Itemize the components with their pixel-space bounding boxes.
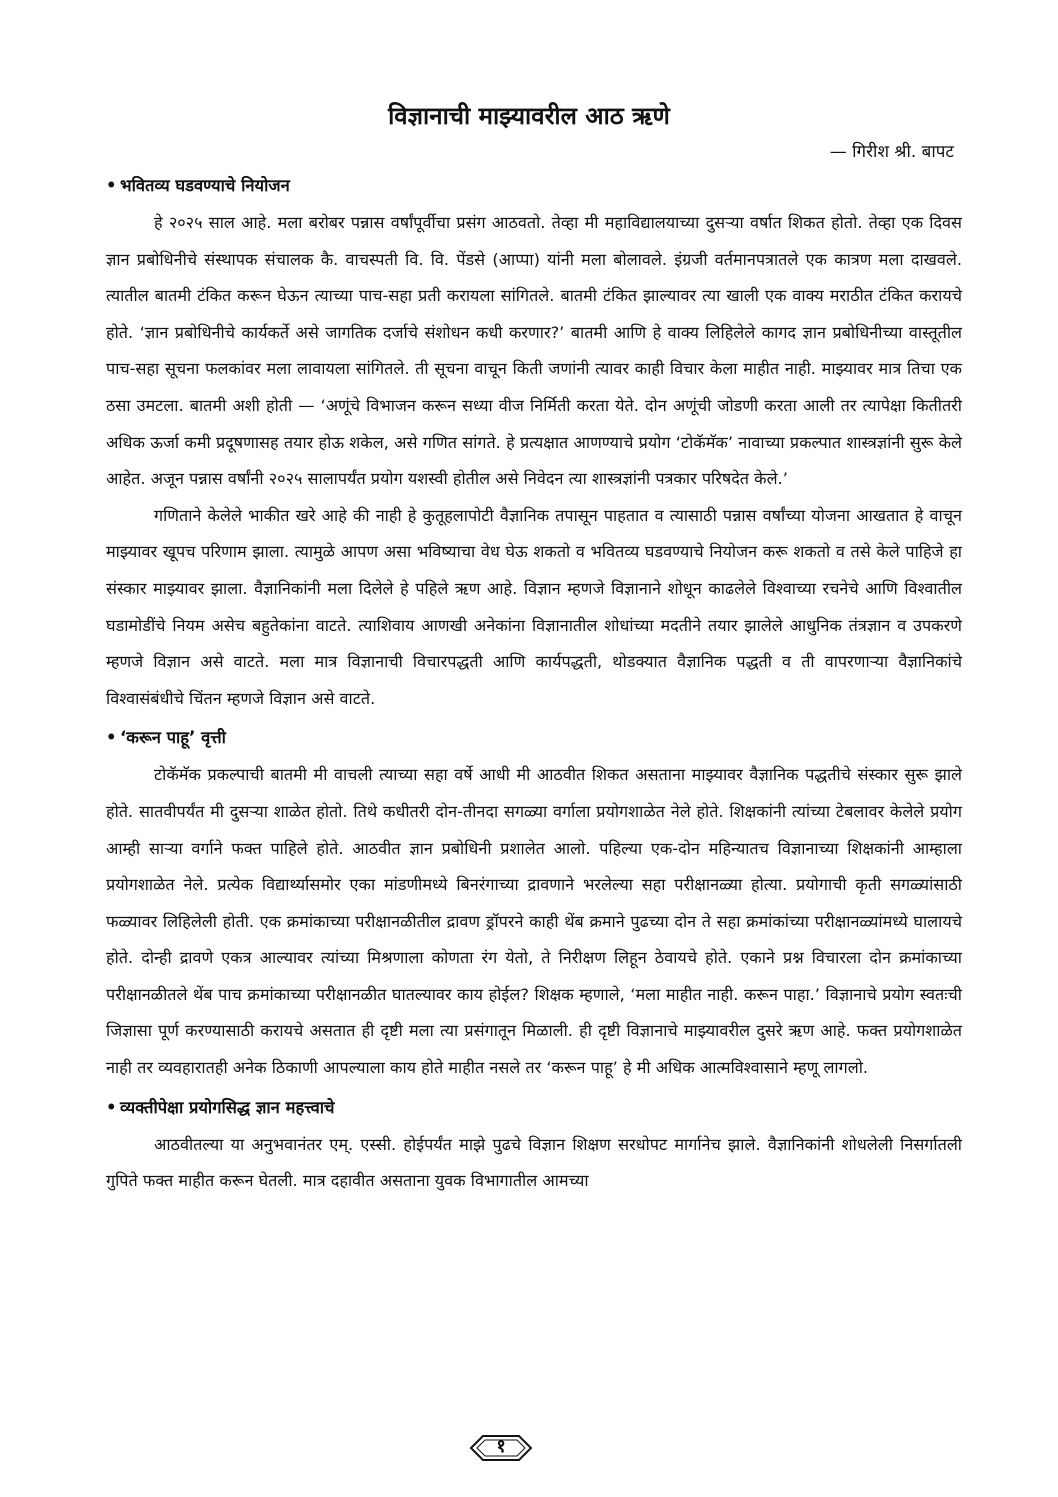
bullet-icon: • (106, 728, 117, 748)
section-heading-text: ‘करून पाहू’ वृत्ती (120, 728, 226, 748)
paragraph: टोकॅमॅक प्रकल्पाची बातमी मी वाचली त्याच्या सहा वर्षे आधी मी आठवीत शिकत असताना माझ्यावर वैज्ञानिक पद्धतीचे संस्कार सुरू झाले होते. सातवीपर्यंत मी दुसऱ्या शाळेत होतो. तिथे कधीतरी दोन-तीनदा सगळ्या वर्गाला प्रयोगशाळेत नेले होते. शिक्षकांनी त्यांच्या टेबलावर केलेले प्रयोग आम्ही साऱ्या वर्गाने फक्त पाहिले होते. आठवीत ज्ञान प्रबोधिनी प्रशालेत आलो. पहिल्या एक-दोन महिन्यातच विज्ञानाच्या शिक्षकांनी आम्हाला प्रयोगशाळेत नेले. प्रत्येक विद्यार्थ्यासमोर एका मांडणीमध्ये बिनरंगाच्या द्रावणाने भरलेल्या सहा परीक्षानळ्या होत्या. प्रयोगाची कृती सगळ्यांसाठी फळ्यावर लिहिलेली होती. एक क्रमांकाच्या परीक्षानळीतील द्रावण ड्रॉपरने काही थेंब क्रमाने पुढच्या दोन ते सहा क्रमांकांच्या परीक्षानळ्यांमध्ये घालायचे होते. दोन्ही द्रावणे एकत्र आल्यावर त्यांच्या मिश्रणाला कोणता रंग येतो, ते निरीक्षण लिहून ठेवायचे होते. एकाने प्रश्न विचारला दोन क्रमांकाच्या परीक्षानळीतले थेंब पाच क्रमांकाच्या परीक्षानळीत घातल्यावर काय होईल? शिक्षक म्हणाले, ‘मला माहीत नाही. करून पाहा.’ विज्ञानाचे प्रयोग स्वतःची जिज्ञासा पूर्ण करण्यासाठी करायचे असतात ही दृष्टी मला त्या प्रसंगातून मिळाली. ही दृष्टी विज्ञानाचे माझ्यावरील दुसरे ऋण आहे. फक्त प्रयोगशाळेत नाही तर व्यवहारातही अनेक ठिकाणी आपल्याला काय होते माहीत नसले तर ‘करून पाहू’ हे मी अधिक आत्मविश्वासाने म्हणू लागलो. (106, 765, 962, 1078)
paragraph: गणिताने केलेले भाकीत खरे आहे की नाही हे कुतूहलापोटी वैज्ञानिक तपासून पाहतात व त्यासाठी पन्नास वर्षांच्या योजना आखतात हे वाचून माझ्यावर खूपच परिणाम झाला. त्यामुळे आपण असा भविष्याचा वेध घेऊ शकतो व भवितव्य घडवण्याचे नियोजन करू शकतो व तसे केले पाहिजे हा संस्कार माझ्यावर झाला. वैज्ञानिकांनी मला दिलेले हे पहिले ऋण आहे. विज्ञान म्हणजे विज्ञानाने शोधून काढलेले विश्वाच्या रचनेचे आणि विश्वातील घडामोडींचे नियम असेच बहुतेकांना वाटते. त्याशिवाय आणखी अनेकांना विज्ञानातील शोधांच्या मदतीने तयार झालेले आधुनिक तंत्रज्ञान व उपकरणे म्हणजे विज्ञान असे वाटते. मला मात्र विज्ञानाची विचारपद्धती आणि कार्यपद्धती, थोडक्यात वैज्ञानिक पद्धती व ती वापरणाऱ्या वैज्ञानिकांचे विश्वासंबंधीचे चिंतन म्हणजे विज्ञान असे वाटते. (106, 505, 962, 708)
page-number: १ (496, 1436, 506, 1457)
page-number-ornament (469, 1428, 533, 1468)
section-heading (106, 1095, 962, 1121)
paragraph: आठवीतल्या या अनुभवानंतर एम्. एस्सी. होईपर्यंत माझे पुढचे विज्ञान शिक्षण सरधोपट मार्गानेच झाले. वैज्ञानिकांनी शोधलेली निसर्गातली गुपिते फक्त माहीत करून घेतली. मात्र दहावीत असताना युवक विभागातील आमच्या (106, 1134, 962, 1191)
section-heading (106, 725, 962, 751)
section-experimental-knowledge (106, 1095, 962, 1200)
page-title: विज्ञानाची माझ्यावरील आठ ऋणे (388, 102, 670, 130)
bullet-icon: • (106, 176, 117, 195)
section-planning (106, 173, 962, 717)
section-heading (106, 173, 962, 199)
section-heading-text: व्यक्तीपेक्षा प्रयोगसिद्ध ज्ञान महत्त्वाचे (120, 1097, 335, 1117)
article-body (106, 173, 962, 1200)
paragraph: हे २०२५ साल आहे. मला बरोबर पन्नास वर्षांपूर्वीचा प्रसंग आठवतो. तेव्हा मी महाविद्यालयाच्या दुसऱ्या वर्षात शिकत होतो. तेव्हा एक दिवस ज्ञान प्रबोधिनीचे संस्थापक संचालक कै. वाचस्पती वि. वि. पेंडसे (आप्पा) यांनी मला बोलावले. इंग्रजी वर्तमानपत्रातले एक कात्रण मला दाखवले. त्यातील बातमी टंकित करून घेऊन त्याच्या पाच-सहा प्रती करायला सांगितले. बातमी टंकित झाल्यावर त्या खाली एक वाक्य मराठीत टंकित करायचे होते. ‘ज्ञान प्रबोधिनीचे कार्यकर्ते असे जागतिक दर्जाचे संशोधन कधी करणार?’ बातमी आणि हे वाक्य लिहिलेले कागद ज्ञान प्रबोधिनीच्या वास्तूतील पाच-सहा सूचना फलकांवर मला लावायला सांगितले. ती सूचना वाचून किती जणांनी त्यावर काही विचार केला माहीत नाही. माझ्यावर मात्र तिचा एक ठसा उमटला. बातमी अशी होती — ‘अणूंचे विभाजन करून सध्या वीज निर्मिती करता येते. दोन अणूंची जोडणी करता आली तर त्यापेक्षा कितीतरी अधिक ऊर्जा कमी प्रदूषणासह तयार होऊ शकेल, असे गणित सांगते. हे प्रत्यक्षात आणण्याचे प्रयोग ‘टोकॅमॅक’ नावाच्या प्रकल्पात शास्त्रज्ञांनी सुरू केले आहेत. अजून पन्नास वर्षांनी २०२५ सालापर्यंत प्रयोग यशस्वी होतील असे निवेदन त्या शास्त्रज्ञांनी पत्रकार परिषदेत केले.’ (106, 213, 962, 489)
section-try-it (106, 725, 962, 1086)
section-heading-text: भवितव्य घडवण्याचे नियोजन (120, 176, 290, 195)
bullet-icon: • (106, 1097, 117, 1117)
author-line: — गिरीश श्री. बापट (829, 142, 954, 162)
